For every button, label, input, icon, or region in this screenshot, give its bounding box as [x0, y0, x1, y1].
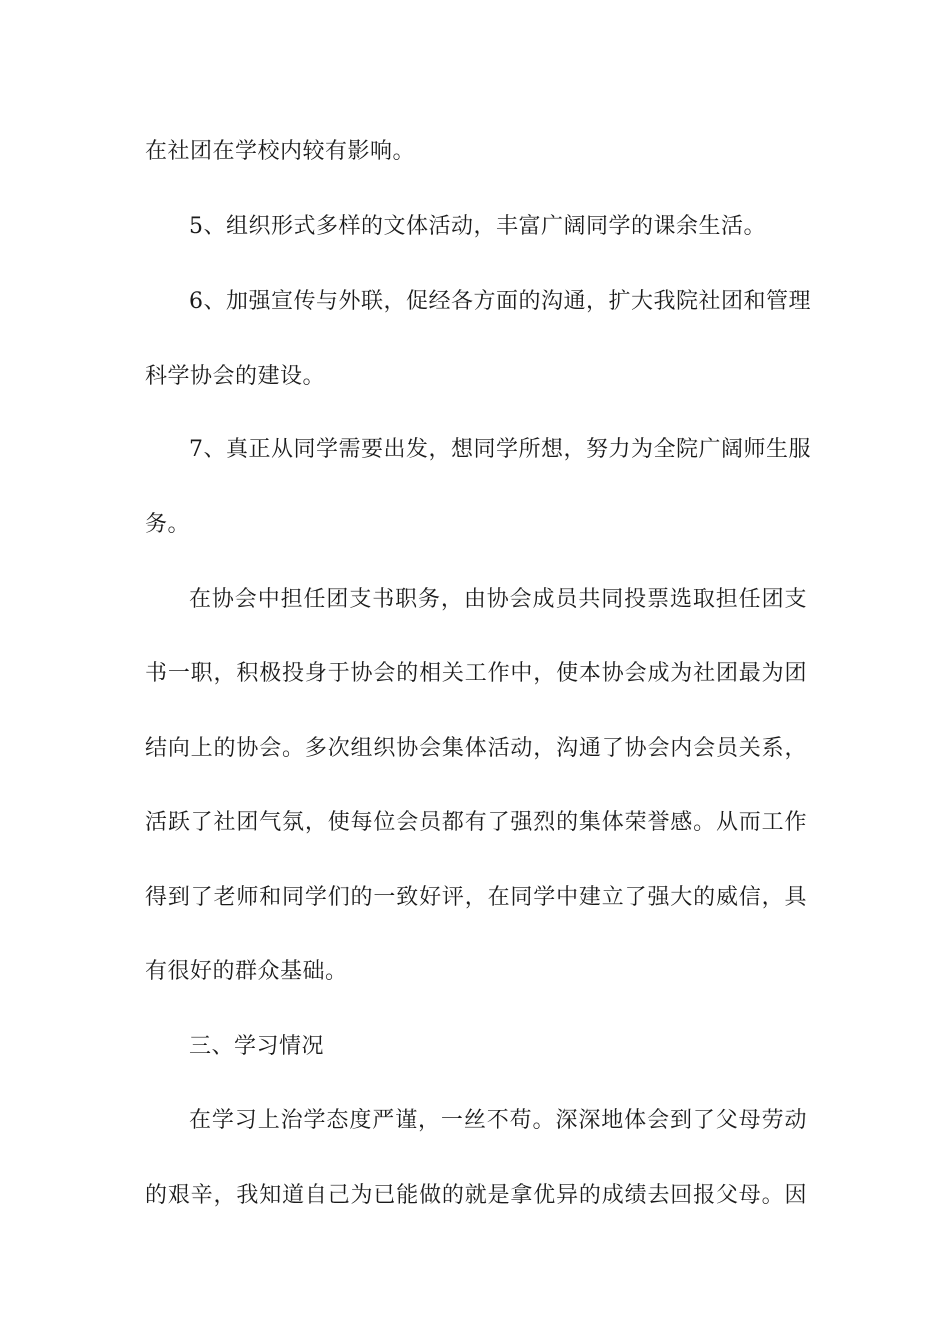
text-line: 在学习上治学态度严谨，一丝不苟。深深地体会到了父母劳动 [189, 1108, 807, 1133]
text-line: 科学协会的建设。 [145, 364, 326, 389]
text-line: 书一职，积极投身于协会的相关工作中，使本协会成为社团最为团 [145, 661, 807, 686]
text-line: 7、真正从同学需要出发，想同学所想，努力为全院广阔师生服 [189, 437, 811, 462]
text-line: 6、加强宣传与外联，促经各方面的沟通，扩大我院社团和管理 [189, 289, 811, 314]
text-line: 结向上的协会。多次组织协会集体活动，沟通了协会内会员关系， [145, 736, 807, 761]
text-line: 有很好的群众基础。 [145, 959, 348, 984]
text-line: 在社团在学校内较有影响。 [145, 139, 416, 164]
text-line: 5、组织形式多样的文体活动，丰富广阔同学的课余生活。 [189, 214, 766, 239]
text-line: 的艰辛，我知道自己为已能做的就是拿优异的成绩去回报父母。因 [145, 1183, 807, 1208]
text-line: 活跃了社团气氛，使每位会员都有了强烈的集体荣誉感。从而工作 [145, 810, 807, 835]
text-line: 在协会中担任团支书职务，由协会成员共同投票选取担任团支 [189, 587, 807, 612]
text-line: 得到了老师和同学们的一致好评，在同学中建立了强大的威信，具 [145, 885, 807, 910]
text-line: 务。 [145, 512, 191, 537]
section-heading: 三、学习情况 [189, 1034, 325, 1059]
